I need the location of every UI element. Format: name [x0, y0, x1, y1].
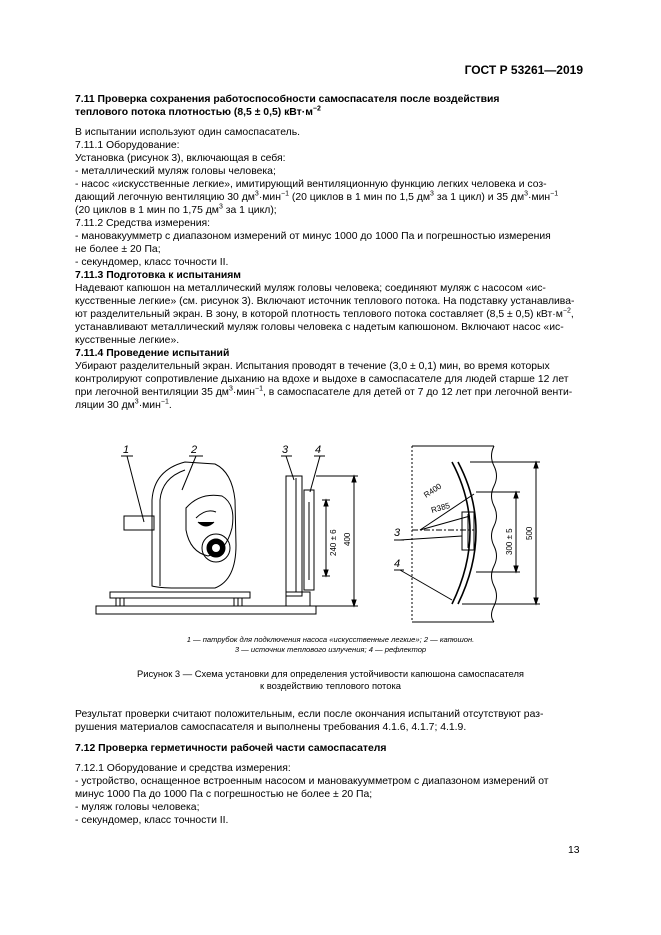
figure-label-1: 1 [123, 444, 130, 456]
list-item: - устройство, оснащенное встроенным насосом и мановакуумметром с диапазоном измерений от [75, 776, 549, 787]
section-title-7-11-line1: 7.11 Проверка сохранения работоспособности самоспасателя после воздействия [75, 94, 500, 105]
list-item-continued: минус 1000 Па до 1000 Па с погрешностью не более ± 20 Па; [75, 789, 373, 800]
head-mannequin [152, 462, 236, 588]
paragraph-prep: кусственные легкие» (см. рисунок 3). Включают источник теплового потока. На подставку устанавлива- [75, 296, 575, 307]
paragraph-prep: ют разделительный экран. В зону, в которой плотность теплового потока составляет (8,5 ± 0,5) $кВт\cdot м^{-2}$, [75, 307, 574, 320]
figure-label-4: 4 [315, 444, 322, 456]
figure-caption-line2: к воздействию теплового потока [260, 680, 401, 691]
document-header: ГОСТ Р 53261—2019 [464, 63, 583, 77]
paragraph-test: ляции 30 $дм^3\cdot мин^{-1}$. [75, 398, 172, 411]
paragraph-setup: Установка (рисунок 3), включающая в себя: [75, 153, 286, 164]
list-item: - муляж головы человека; [75, 802, 200, 813]
paragraph-intro: В испытании используют один самоспасатель. [75, 127, 300, 138]
list-item: - секундомер, класс точности II. [75, 257, 229, 268]
figure-label-4-right: 4 [394, 558, 401, 570]
section-title-7-11-line2: теплового потока плотностью (8,5 ± 0,5) $кВт\cdot м^{-2}$ [75, 105, 321, 118]
paragraph-result: рушения материалов самоспасателя и выполнены требования 4.1.6, 4.1.7; 4.1.9. [75, 722, 467, 733]
list-item: - металлический муляж головы человека; [75, 166, 276, 177]
figure-label-3: 3 [282, 444, 289, 456]
pump-connector-pipe [124, 516, 154, 530]
paragraph-test: контролируют сопротивление дыханию на вдохе и выдохе в самоспасателе для людей старше 12 лет [75, 374, 569, 385]
figure-label-2: 2 [191, 444, 198, 456]
paragraph-7-11-1: 7.11.1 Оборудование: [75, 140, 180, 151]
page-number: 13 [568, 845, 580, 856]
paragraph-prep: устанавливают металлический муляж головы человека с надетым капюшоном. Включают насос «ис- [75, 322, 564, 333]
paragraph-test: Убирают разделительный экран. Испытания проводят в течение (3,0 ± 0,1) мин, во время которых [75, 361, 550, 372]
paragraph-prep: Надевают капюшон на металлический муляж головы человека; соединяют муляж с насосом «ис- [75, 283, 546, 294]
dimension-240: 240 ± 6 [329, 529, 338, 556]
list-item: - мановакуумметр с диапазоном измерений от минус 1000 до 1000 Па и погрешностью измерения [75, 231, 551, 242]
paragraph-prep: кусственные легкие». [75, 335, 180, 346]
subsection-title-7-11-4: 7.11.4 Проведение испытаний [75, 348, 230, 359]
section-title-7-12: 7.12 Проверка герметичности рабочей части самоспасателя [75, 743, 387, 754]
figure-legend-line1: 1 — патрубок для подключения насоса «искусственные легкие»; 2 — капюшон. [186, 635, 475, 644]
list-item: - секундомер, класс точности II. [75, 815, 229, 826]
paragraph-test: при легочной вентиляции 35 $дм^3\cdot мин^{-1}$, в самоспасателе для детей от 7 до 12 лет при легочной венти- [75, 385, 573, 398]
paragraph-7-12-1: 7.12.1 Оборудование и средства измерения: [75, 763, 291, 774]
dimension-300: 300 ± 5 [505, 528, 514, 555]
radiation-source [286, 476, 302, 596]
radius-385: R385 [430, 500, 451, 515]
paragraph-7-11-2: 7.11.2 Средства измерения: [75, 218, 211, 229]
list-item-continued: не более ± 20 Па; [75, 244, 161, 255]
stand-plate [110, 592, 250, 598]
list-item: - насос «искусственные легкие», имитирующий вентиляционную функцию легких человека и соз- [75, 179, 547, 190]
figure-label-3-right: 3 [394, 527, 401, 539]
subsection-title-7-11-3: 7.11.3 Подготовка к испытаниям [75, 270, 241, 281]
list-item-continued: дающий легочную вентиляцию 30 $дм^3\cdot мин^{-1}$ (20 циклов в 1 мин по 1,5 $дм^3$ за 1 цикл) и 35 $дм^3\cdot мин^{-1}$ [75, 190, 559, 203]
base-plate [96, 606, 316, 614]
paragraph-result: Результат проверки считают положительным, если после окончания испытаний отсутствуют раз- [75, 709, 544, 720]
figure-caption-line1: Рисунок 3 — Схема установки для определения устойчивости капюшона самоспасателя [136, 668, 525, 679]
list-item-continued: (20 циклов в 1 мин по 1,75 $дм^3$ за 1 цикл); [75, 203, 277, 216]
dimension-400: 400 [343, 532, 352, 546]
figure-legend-line2: 3 — источник теплового излучения; 4 — рефлектор [234, 645, 427, 654]
dimension-500: 500 [525, 526, 534, 540]
radius-400: R400 [422, 481, 444, 500]
